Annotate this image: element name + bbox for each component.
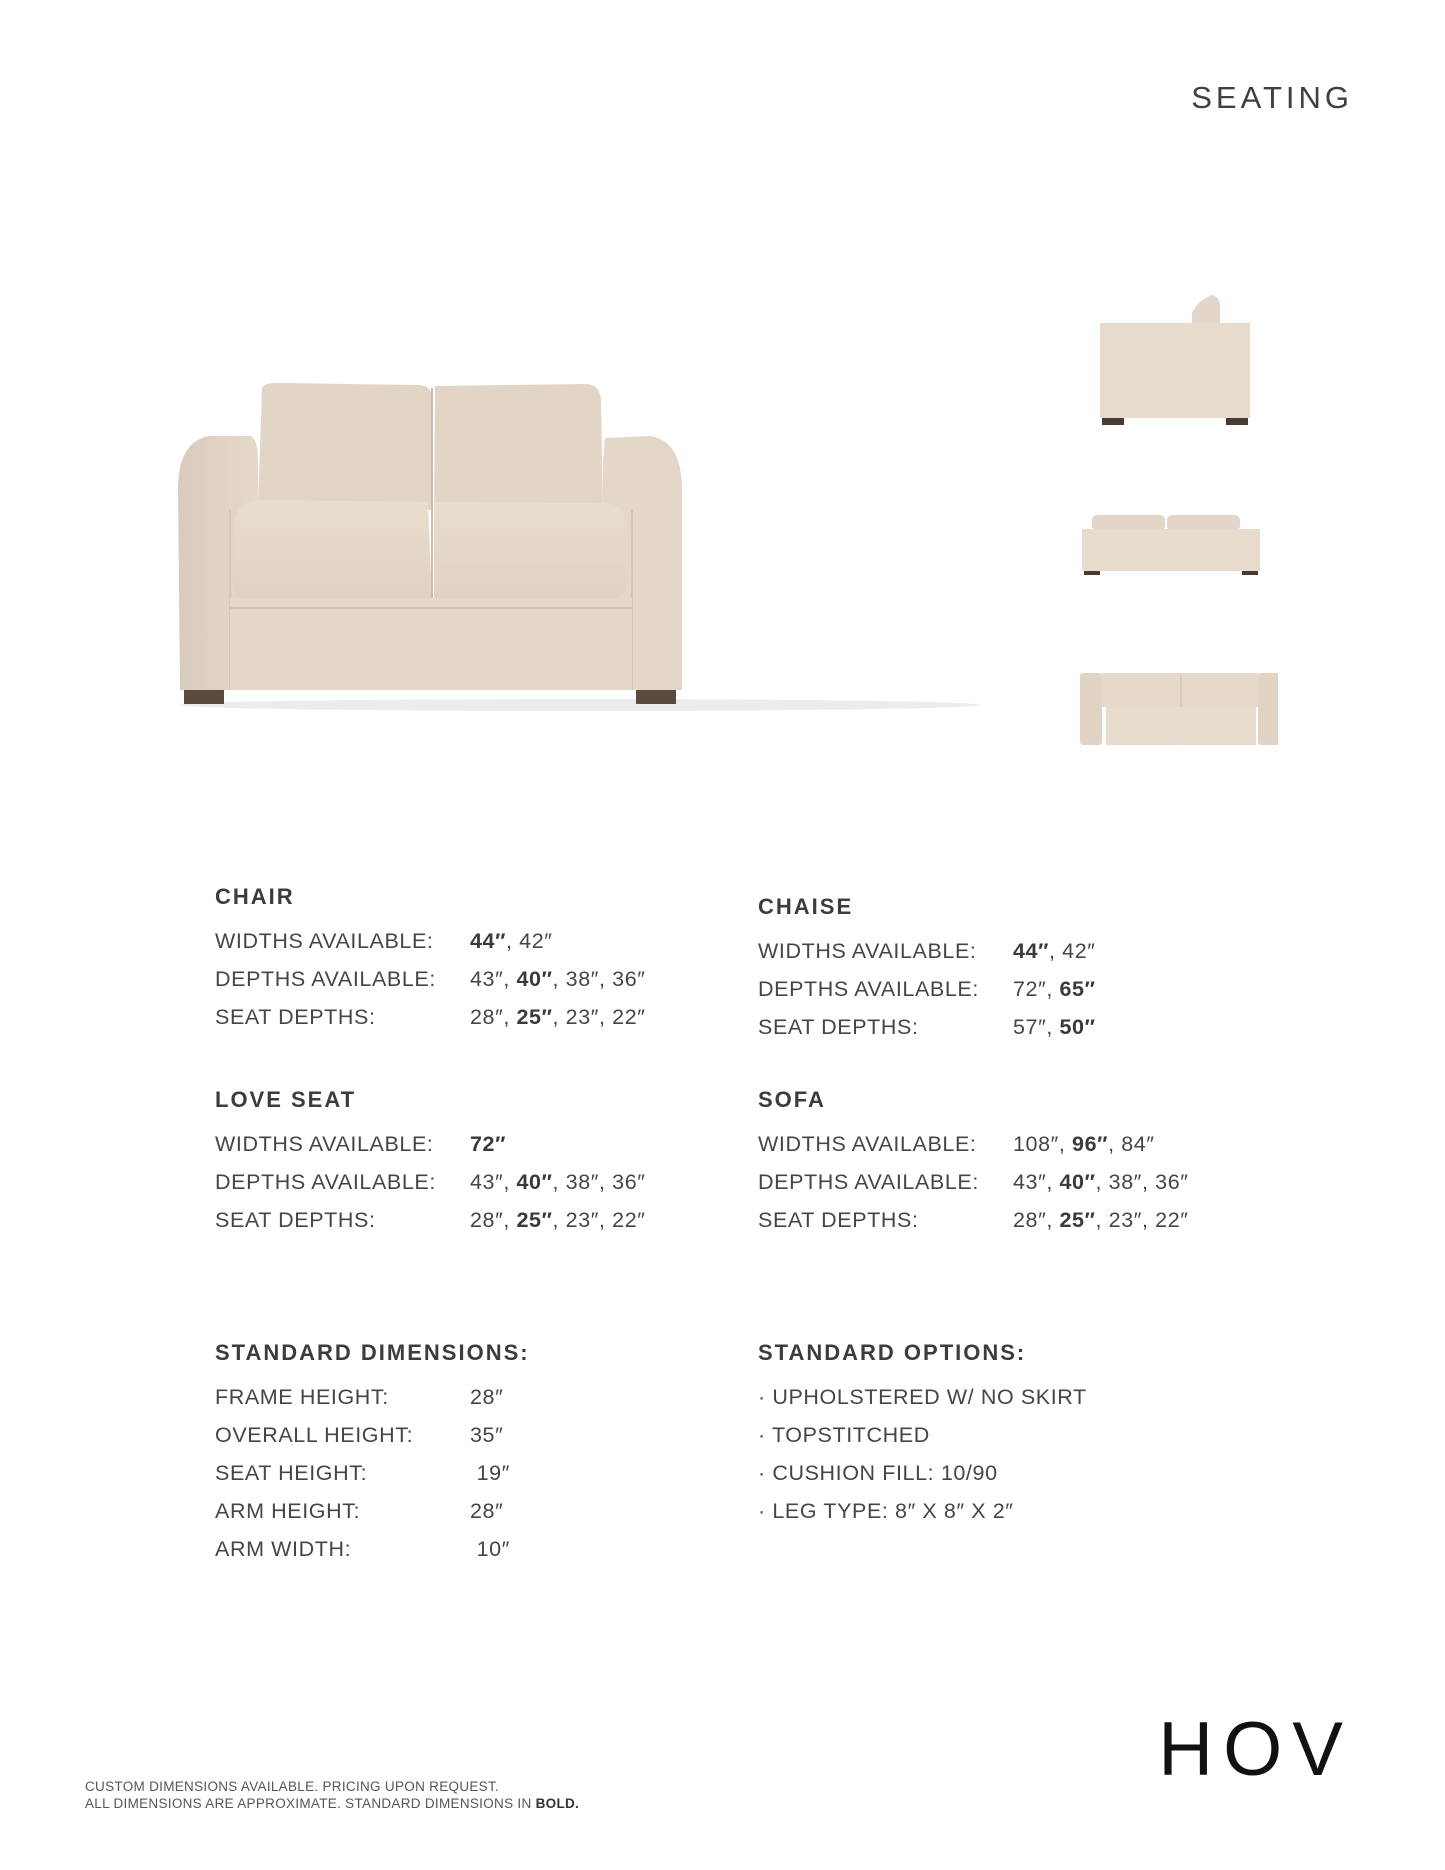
spec-values: 44″, 42″ (470, 929, 553, 953)
option-item: · CUSHION FILL: 10/90 (758, 1461, 998, 1485)
spec-block-love-seat (215, 1087, 645, 1239)
standard-value: 44″ (470, 929, 507, 953)
option-value: 28″ (470, 1005, 504, 1029)
standard-value: 25″ (516, 1005, 553, 1029)
spec-heading-sofa: SOFA (758, 1087, 826, 1112)
dimension-value: 35″ (470, 1423, 504, 1447)
standard-value: 40″ (516, 1170, 553, 1194)
option-value: 23″ (565, 1208, 599, 1232)
standard-value: 96″ (1072, 1132, 1109, 1156)
option-value: 36″ (1155, 1170, 1189, 1194)
standard-options-heading: STANDARD OPTIONS: (758, 1340, 1027, 1365)
spec-values: 43″, 40″, 38″, 36″ (1013, 1170, 1189, 1194)
standard-value: 40″ (1059, 1170, 1096, 1194)
spec-values: 72″, 65″ (1013, 977, 1096, 1001)
dimension-value: 10″ (470, 1537, 510, 1561)
spec-heading-chaise: CHAISE (758, 894, 854, 919)
standard-value: 72″ (470, 1132, 507, 1156)
spec-label: DEPTHS AVAILABLE: (758, 1170, 979, 1194)
dimension-value: 28″ (470, 1385, 504, 1409)
option-value: 43″ (470, 967, 504, 991)
spec-row (758, 1008, 1096, 1046)
option-item: · LEG TYPE: 8″ X 8″ X 2″ (758, 1499, 1014, 1523)
standard-value: 65″ (1059, 977, 1096, 1001)
spec-row (758, 1125, 1188, 1163)
option-value: 36″ (612, 1170, 646, 1194)
spec-row (758, 1163, 1188, 1201)
option-value: 72″ (1013, 977, 1047, 1001)
spec-row (215, 1163, 645, 1201)
standard-dimensions-block (215, 1340, 530, 1568)
dimension-value: 28″ (470, 1499, 504, 1523)
spec-row (215, 998, 645, 1036)
option-value: 23″ (565, 1005, 599, 1029)
option-value: 36″ (612, 967, 646, 991)
dimension-label: FRAME HEIGHT: (215, 1385, 389, 1409)
option-value: 38″ (1108, 1170, 1142, 1194)
option-value: 38″ (565, 967, 599, 991)
option-value: 108″ (1013, 1132, 1059, 1156)
spec-values: 43″, 40″, 38″, 36″ (470, 1170, 646, 1194)
spec-row (758, 932, 1096, 970)
spec-row (758, 970, 1096, 1008)
spec-label: SEAT DEPTHS: (215, 1208, 376, 1232)
standard-dimensions-heading: STANDARD DIMENSIONS: (215, 1340, 530, 1365)
spec-label: WIDTHS AVAILABLE: (215, 1132, 434, 1156)
spec-heading-chair: CHAIR (215, 884, 295, 909)
option-value: 38″ (565, 1170, 599, 1194)
footnote-line-1: CUSTOM DIMENSIONS AVAILABLE. PRICING UPON REQUEST. (85, 1779, 500, 1794)
spec-row (215, 1125, 645, 1163)
dimension-value: 19″ (470, 1461, 510, 1485)
standard-value: 40″ (516, 967, 553, 991)
option-value: 42″ (1062, 939, 1096, 963)
option-value: 22″ (1155, 1208, 1189, 1232)
standard-value: 50″ (1059, 1015, 1096, 1039)
spec-block-sofa (758, 1087, 1188, 1239)
dimension-label: ARM WIDTH: (215, 1537, 352, 1561)
spec-values (470, 1125, 506, 1163)
dimension-row (215, 1492, 530, 1530)
option-value: 43″ (1013, 1170, 1047, 1194)
option-item: · TOPSTITCHED (758, 1423, 930, 1447)
standard-options-block (758, 1340, 1087, 1530)
spec-label: DEPTHS AVAILABLE: (215, 967, 436, 991)
spec-block-chaise (758, 894, 1096, 1046)
spec-row (215, 922, 645, 960)
option-value: 28″ (470, 1208, 504, 1232)
spec-label: WIDTHS AVAILABLE: (758, 939, 977, 963)
spec-label: WIDTHS AVAILABLE: (215, 929, 434, 953)
spec-values: 57″, 50″ (1013, 1015, 1096, 1039)
sofa-side-view-thumbnail (1080, 285, 1290, 430)
sofa-back-view-thumbnail (1070, 495, 1270, 575)
brand-logo: HOV (1158, 1707, 1353, 1792)
dimension-label: SEAT HEIGHT: (215, 1461, 368, 1485)
dimension-row (215, 1416, 530, 1454)
spec-label: WIDTHS AVAILABLE: (758, 1132, 977, 1156)
spec-row (758, 1201, 1188, 1239)
spec-values: 43″, 40″, 38″, 36″ (470, 967, 646, 991)
spec-label: DEPTHS AVAILABLE: (215, 1170, 436, 1194)
sofa-front-image (170, 370, 990, 720)
option-value: 43″ (470, 1170, 504, 1194)
option-value: 22″ (612, 1208, 646, 1232)
spec-label: SEAT DEPTHS: (758, 1208, 919, 1232)
spec-values: 108″, 96″, 84″ (1013, 1132, 1155, 1156)
spec-values: 28″, 25″, 23″, 22″ (470, 1005, 646, 1029)
page-category-title: SEATING (1191, 80, 1353, 115)
option-value: 57″ (1013, 1015, 1047, 1039)
option-item: · UPHOLSTERED W/ NO SKIRT (758, 1385, 1087, 1409)
option-value: 22″ (612, 1005, 646, 1029)
standard-value: 25″ (1059, 1208, 1096, 1232)
spec-row (215, 1201, 645, 1239)
spec-label: SEAT DEPTHS: (758, 1015, 919, 1039)
spec-label: SEAT DEPTHS: (215, 1005, 376, 1029)
dimension-label: ARM HEIGHT: (215, 1499, 361, 1523)
footnote-line-2 (85, 1795, 579, 1812)
spec-values: 44″, 42″ (1013, 939, 1096, 963)
spec-heading-love-seat: LOVE SEAT (215, 1087, 357, 1112)
standard-value: 25″ (516, 1208, 553, 1232)
spec-row (215, 960, 645, 998)
option-value: 23″ (1108, 1208, 1142, 1232)
sofa-top-view-thumbnail (1068, 655, 1278, 750)
dimension-label: OVERALL HEIGHT: (215, 1423, 414, 1447)
dimension-row (215, 1530, 530, 1568)
standard-value: 44″ (1013, 939, 1050, 963)
spec-label: DEPTHS AVAILABLE: (758, 977, 979, 1001)
dimension-row (215, 1378, 530, 1416)
option-value: 42″ (519, 929, 553, 953)
dimension-row (215, 1454, 530, 1492)
option-value: 28″ (1013, 1208, 1047, 1232)
footnote-line-2-text: ALL DIMENSIONS ARE APPROXIMATE. STANDARD DIMENSIONS IN (85, 1796, 536, 1811)
footnote-bold-word: BOLD. (535, 1796, 580, 1811)
spec-values: 28″, 25″, 23″, 22″ (1013, 1208, 1189, 1232)
footnote (85, 1778, 579, 1812)
option-value: 84″ (1121, 1132, 1155, 1156)
spec-values: 28″, 25″, 23″, 22″ (470, 1208, 646, 1232)
spec-block-chair (215, 884, 645, 1036)
